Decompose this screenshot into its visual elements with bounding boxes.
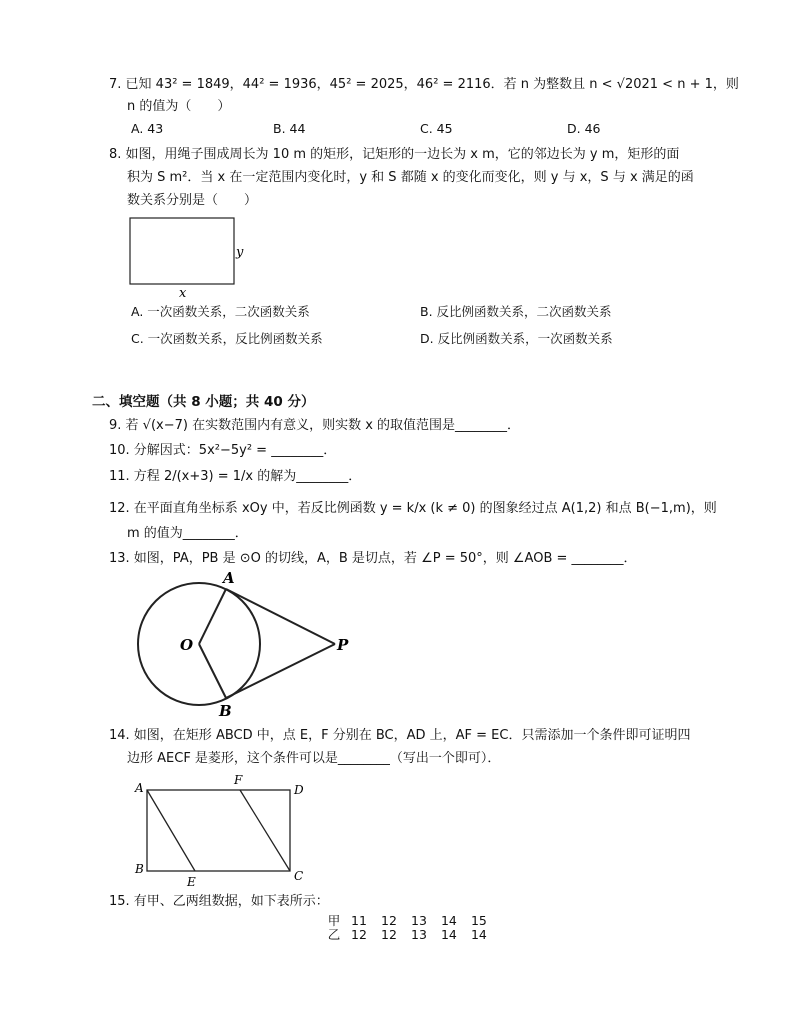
q7-option-c: C. 45 — [420, 121, 453, 136]
q15-cell: 15 — [470, 913, 487, 928]
q15-cell: 12 — [381, 927, 397, 942]
q14-label-d: D — [294, 783, 304, 797]
q15-cell: 14 — [440, 913, 457, 928]
q12-line1: 12. 在平面直角坐标系 xOy 中，若反比例函数 y = k/x (k ≠ 0) 的图象经过点 A(1,2) 和点 B(−1,m)，则 — [109, 501, 717, 516]
q13-label-p: P — [337, 636, 349, 654]
q15-cell: 13 — [411, 927, 427, 942]
q7-option-d: D. 46 — [567, 121, 601, 136]
q15-cell: 14 — [470, 927, 487, 942]
section-title: 二、填空题（共 8 小题；共 40 分） — [92, 394, 315, 410]
q11-text: 11. 方程 2/(x+3) = 1/x 的解为________． — [109, 469, 362, 484]
q13-label-b: B — [219, 702, 232, 720]
q14-label-a: A — [135, 781, 144, 795]
q7-option-b: B. 44 — [273, 121, 306, 136]
q14-label-b: B — [135, 862, 144, 876]
q8-line2: 积为 S m²．当 x 在一定范围内变化时，y 和 S 都随 x 的变化而变化，则 y 与 x，S 与 x 满足的函 — [127, 170, 694, 185]
q8-option-d: D. 反比例函数关系，一次函数关系 — [420, 331, 613, 346]
q7-line1: 7. 已知 43² = 1849，44² = 1936，45² = 2025，46² = 2116．若 n 为整数且 n < √2021 < n + 1，则 — [109, 77, 739, 92]
q8-label-x: x — [179, 286, 187, 301]
q14-line1: 14. 如图，在矩形 ABCD 中，点 E，F 分别在 BC，AD 上，AF = EC．只需添加一个条件即可证明四 — [109, 728, 691, 743]
q15-row-label: 乙 — [327, 927, 341, 942]
q15-table-row-jia — [326, 914, 492, 928]
q7-line2: n 的值为（ ） — [127, 99, 231, 114]
q8-label-y: y — [236, 245, 244, 260]
q8-line1: 8. 如图，用绳子围成周长为 10 m 的矩形，记矩形的一边长为 x m，它的邻边长为 y m，矩形的面 — [109, 147, 680, 162]
q9-text: 9. 若 √(x−7) 在实数范围内有意义，则实数 x 的取值范围是________． — [109, 418, 521, 433]
q8-line3: 数关系分别是（ ） — [127, 193, 258, 208]
q15-cell: 11 — [351, 913, 367, 928]
q14-label-f: F — [234, 773, 243, 787]
q13-circle-tangent-figure — [130, 565, 360, 720]
q14-label-c: C — [294, 869, 304, 883]
q13-text: 13. 如图，PA，PB 是 ⊙O 的切线，A，B 是切点，若 ∠P = 50°，则 ∠AOB = ________． — [109, 551, 637, 566]
q15-row-label: 甲 — [327, 913, 341, 928]
q13-label-a: A — [223, 569, 235, 587]
q8-option-c: C. 一次函数关系，反比例函数关系 — [131, 331, 323, 346]
q8-option-a: A. 一次函数关系，二次函数关系 — [131, 304, 310, 319]
q13-label-o: O — [180, 636, 194, 654]
q12-line2: m 的值为________． — [127, 526, 248, 541]
q15-cell: 13 — [411, 913, 427, 928]
q15-cell: 12 — [381, 913, 397, 928]
q8-option-b: B. 反比例函数关系，二次函数关系 — [420, 304, 612, 319]
q8-rectangle-figure — [120, 212, 260, 302]
q15-table-row-yi — [326, 928, 492, 942]
q14-label-e: E — [187, 875, 196, 889]
q10-text: 10. 分解因式：5x²−5y² = ________． — [109, 443, 337, 458]
q15-cell: 12 — [351, 927, 367, 942]
q7-option-a: A. 43 — [131, 121, 164, 136]
q15-text: 15. 有甲、乙两组数据，如下表所示： — [109, 894, 329, 909]
q14-line2: 边形 AECF 是菱形，这个条件可以是________（写出一个即可）． — [127, 751, 501, 766]
q14-rectangle-figure — [130, 772, 310, 890]
q15-cell: 14 — [440, 927, 457, 942]
